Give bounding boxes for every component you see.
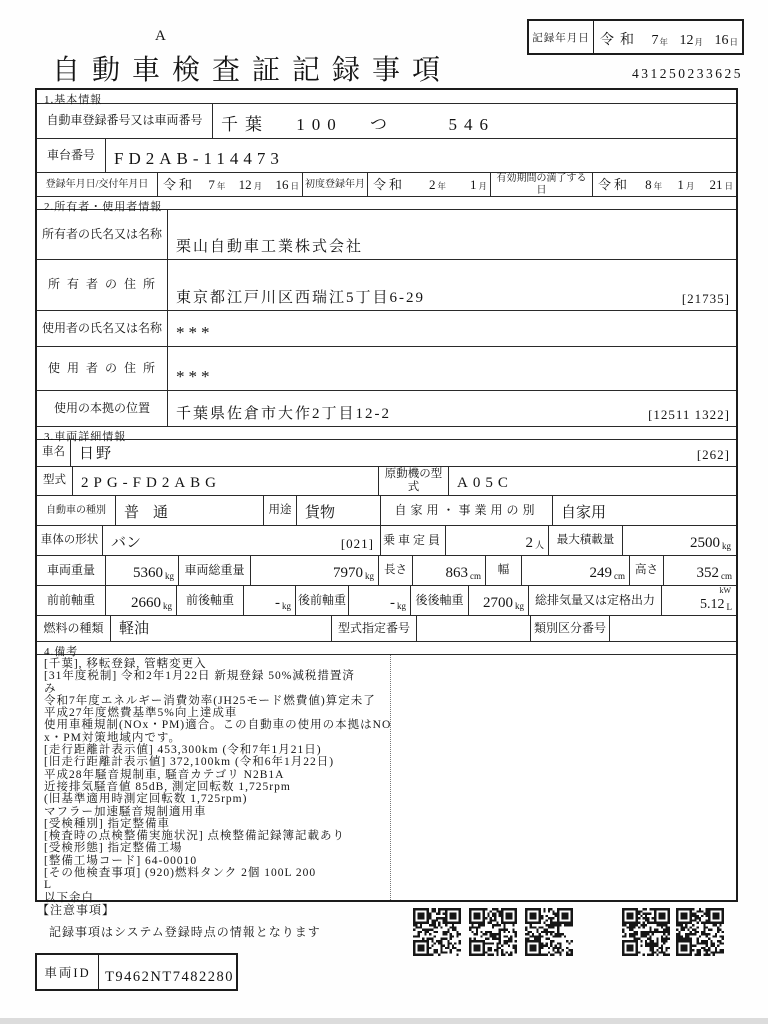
owner-address-value: 東京都江戸川区西瑞江5丁目6-29 [21735] [167, 260, 736, 310]
model-value: 2PG-FD2ABG [72, 467, 378, 495]
vehicle-category-value: 普通 [115, 496, 263, 525]
remarks-line: [旧走行距離計表示値] 372,100km (令和6年1月22日) [44, 756, 335, 769]
qr-code [525, 908, 573, 956]
registration-date-value: 令和 7 年 12 月 16 日 [157, 173, 302, 196]
remarks-line: [31年度税制] 令和2年1月22日 新規登録 50%減税措置済 [44, 670, 355, 683]
notice-text: 記録事項はシステム登録時点の情報となります [49, 925, 321, 939]
vehicle-name-label: 車名 [42, 446, 65, 459]
remarks-empty-column [390, 655, 736, 900]
registration-number-value: 千葉 100 つ 546 [212, 104, 736, 138]
vehicle-weight-value: 5360 kg [105, 556, 178, 585]
expiry-date-value: 令和 8 年 1 月 21 日 [592, 173, 736, 196]
notice-heading: 【注意事項】 [37, 903, 116, 917]
section-heading-vehicle: 3.車両詳細情報 [44, 431, 127, 443]
fuel-type-value: 軽油 [110, 616, 331, 641]
type-designation-label: 型式指定番号 [331, 616, 416, 641]
section-heading-remarks: 4.備考 [44, 646, 79, 658]
expiry-date-label: 有効期間の満了する日 [490, 173, 592, 196]
axle-rear-front-label: 後前軸重 [295, 586, 348, 615]
remarks-line: [整備工場コード] 64-00010 [44, 854, 198, 867]
remarks-line: L [44, 879, 53, 892]
record-date-value: 令和 7 年 12 月 16 日 [594, 21, 742, 53]
use-value: 貨物 [296, 496, 380, 525]
remarks-line: 使用車種規制(NOx・PM)適合。この自動車の使用の本拠はNO [44, 719, 392, 732]
record-date-era: 令和 [600, 33, 640, 48]
gross-weight-label: 車両総重量 [178, 556, 250, 585]
remarks-line: [受検形態] 指定整備工場 [44, 842, 183, 855]
engine-model-label: 原動機の型式 [378, 467, 448, 495]
remarks-line: [受検種別] 指定整備車 [44, 817, 171, 830]
section-heading-basic: 1.基本情報 [44, 94, 103, 106]
base-location-label: 使用の本拠の位置 [53, 400, 150, 415]
capacity-label: 乗車定員 [380, 526, 445, 555]
vehicle-weight-label: 車両重量 [46, 562, 95, 577]
user-address-label: 使用者の住所 [47, 360, 162, 375]
max-load-value: 2500 kg [622, 526, 735, 555]
record-date-label: 記録年月日 [529, 21, 594, 53]
remarks-line: 平成27年度燃費基準5%向上達成車 [44, 707, 238, 720]
vehicle-category-label: 自動車の種別 [46, 504, 106, 516]
fuel-type-label: 燃料の種類 [43, 620, 104, 635]
length-value: 863 cm [412, 556, 485, 585]
model-label: 型式 [43, 474, 66, 487]
base-location-code: [12511 1322] [648, 407, 730, 422]
qr-code-group-left [413, 908, 573, 956]
height-value: 352 cm [663, 556, 736, 585]
qr-code [622, 908, 670, 956]
remarks-line: マフラー加速騒音規制適用車 [44, 805, 207, 818]
axle-rear-front-value: - kg [348, 586, 410, 615]
remarks-line: み [44, 682, 57, 695]
vehicle-name-value: 日野 [262] [70, 440, 736, 466]
category-class-label: 類別区分番号 [530, 616, 609, 641]
first-registration-value: 令和 2 年 1 月 [367, 173, 490, 196]
vehicle-id-box [35, 953, 238, 991]
length-label: 長さ [378, 556, 412, 585]
scan-edge-shadow [0, 1018, 768, 1024]
axle-rear-rear-label: 後後軸重 [410, 586, 468, 615]
axle-front-rear-value: - kg [243, 586, 295, 615]
base-location-value: 千葉県佐倉市大作2丁目12-2 [12511 1322] [167, 391, 736, 426]
category-class-value [609, 616, 736, 641]
owner-address-label: 所有者の住所 [47, 277, 162, 292]
capacity-value: 2 人 [445, 526, 548, 555]
height-label: 高さ [629, 556, 663, 585]
vehicle-name-code: [262] [696, 447, 730, 462]
owner-name-value: 栗山自動車工業株式会社 [167, 210, 736, 259]
qr-code [413, 908, 461, 956]
vehicle-id-label: 車両ID [37, 955, 99, 989]
remarks-line: [その他検査事項] (920)燃料タンク 2個 100L 200 [44, 867, 317, 880]
width-value: 249 cm [521, 556, 629, 585]
registration-date-label: 登録年月日/交付年月日 [45, 178, 149, 190]
remarks-line: [検査時の点検整備実施状況] 点検整備記録簿記載あり [44, 830, 346, 843]
qr-code [676, 908, 724, 956]
remarks-line: [千葉], 移転登録, 管轄変更入 [44, 658, 207, 670]
engine-model-value: A05C [448, 467, 736, 495]
displacement-value-cell [661, 586, 736, 615]
body-shape-value: バン [021] [102, 526, 380, 555]
max-load-label: 最大積載量 [548, 526, 622, 555]
document-title: 自動車検査証記録事項 [52, 55, 453, 86]
type-designation-value [416, 616, 530, 641]
body-shape-label: 車体の形状 [40, 533, 99, 546]
owner-address-code: [21735] [681, 291, 730, 306]
remarks-line: 平成28年騒音規制車, 騒音カテゴリ N2B1A [44, 768, 285, 781]
gross-weight-value: 7970 kg [250, 556, 378, 585]
displacement-value: 5.12 [700, 597, 725, 612]
axle-rear-rear-value: 2700 kg [468, 586, 528, 615]
section-heading-owner: 2.所有者・使用者情報 [44, 201, 163, 213]
axle-front-front-label: 前前軸重 [46, 592, 95, 607]
remarks-line: (旧基準適用時測定回転数 1,725rpm) [44, 793, 248, 806]
page-corner-label: A [155, 28, 167, 44]
axle-front-rear-label: 前後軸重 [176, 586, 243, 615]
body-shape-code: [021] [340, 536, 374, 551]
user-name-value: *** [167, 311, 736, 346]
remarks-line: 以下余白 [44, 891, 94, 904]
owner-name-label: 所有者の氏名又は名称 [41, 226, 162, 241]
remarks-line: 近接排気騒音値 85dB, 測定回転数 1,725rpm [44, 780, 291, 793]
user-name-label: 使用者の氏名又は名称 [41, 320, 162, 335]
use-label: 用途 [263, 496, 296, 525]
chassis-number-label: 車台番号 [46, 147, 95, 162]
private-business-value: 自家用 [552, 496, 736, 525]
remarks-line: [走行距離計表示値] 453,300km (令和7年1月21日) [44, 744, 322, 757]
qr-code [469, 908, 517, 956]
user-address-value: *** [167, 347, 736, 390]
remarks-line: x・PM対策地域内です。 [44, 731, 181, 744]
record-date-box [527, 19, 744, 55]
displacement-unit-top: kW [719, 586, 731, 595]
remarks-line: 令和7年度エネルギー消費効率(JH25モード燃費値)算定未了 [44, 694, 376, 707]
document-number: 431250233625 [632, 66, 743, 81]
axle-front-front-value: 2660 kg [105, 586, 176, 615]
vehicle-id-value: T9462NT7482280 [105, 969, 234, 985]
private-business-label: 自家用・事業用の別 [380, 496, 552, 525]
displacement-label: 総排気量又は定格出力 [528, 586, 661, 615]
qr-code-group-right [622, 908, 724, 956]
chassis-number-value: FD2AB-114473 [105, 139, 736, 172]
certificate-table [35, 88, 738, 902]
first-registration-label: 初度登録年月 [302, 173, 367, 196]
registration-number-label: 自動車登録番号又は車両番号 [46, 113, 203, 128]
displacement-unit: L [726, 602, 732, 612]
width-label: 幅 [485, 556, 521, 585]
remarks-text [37, 655, 392, 904]
